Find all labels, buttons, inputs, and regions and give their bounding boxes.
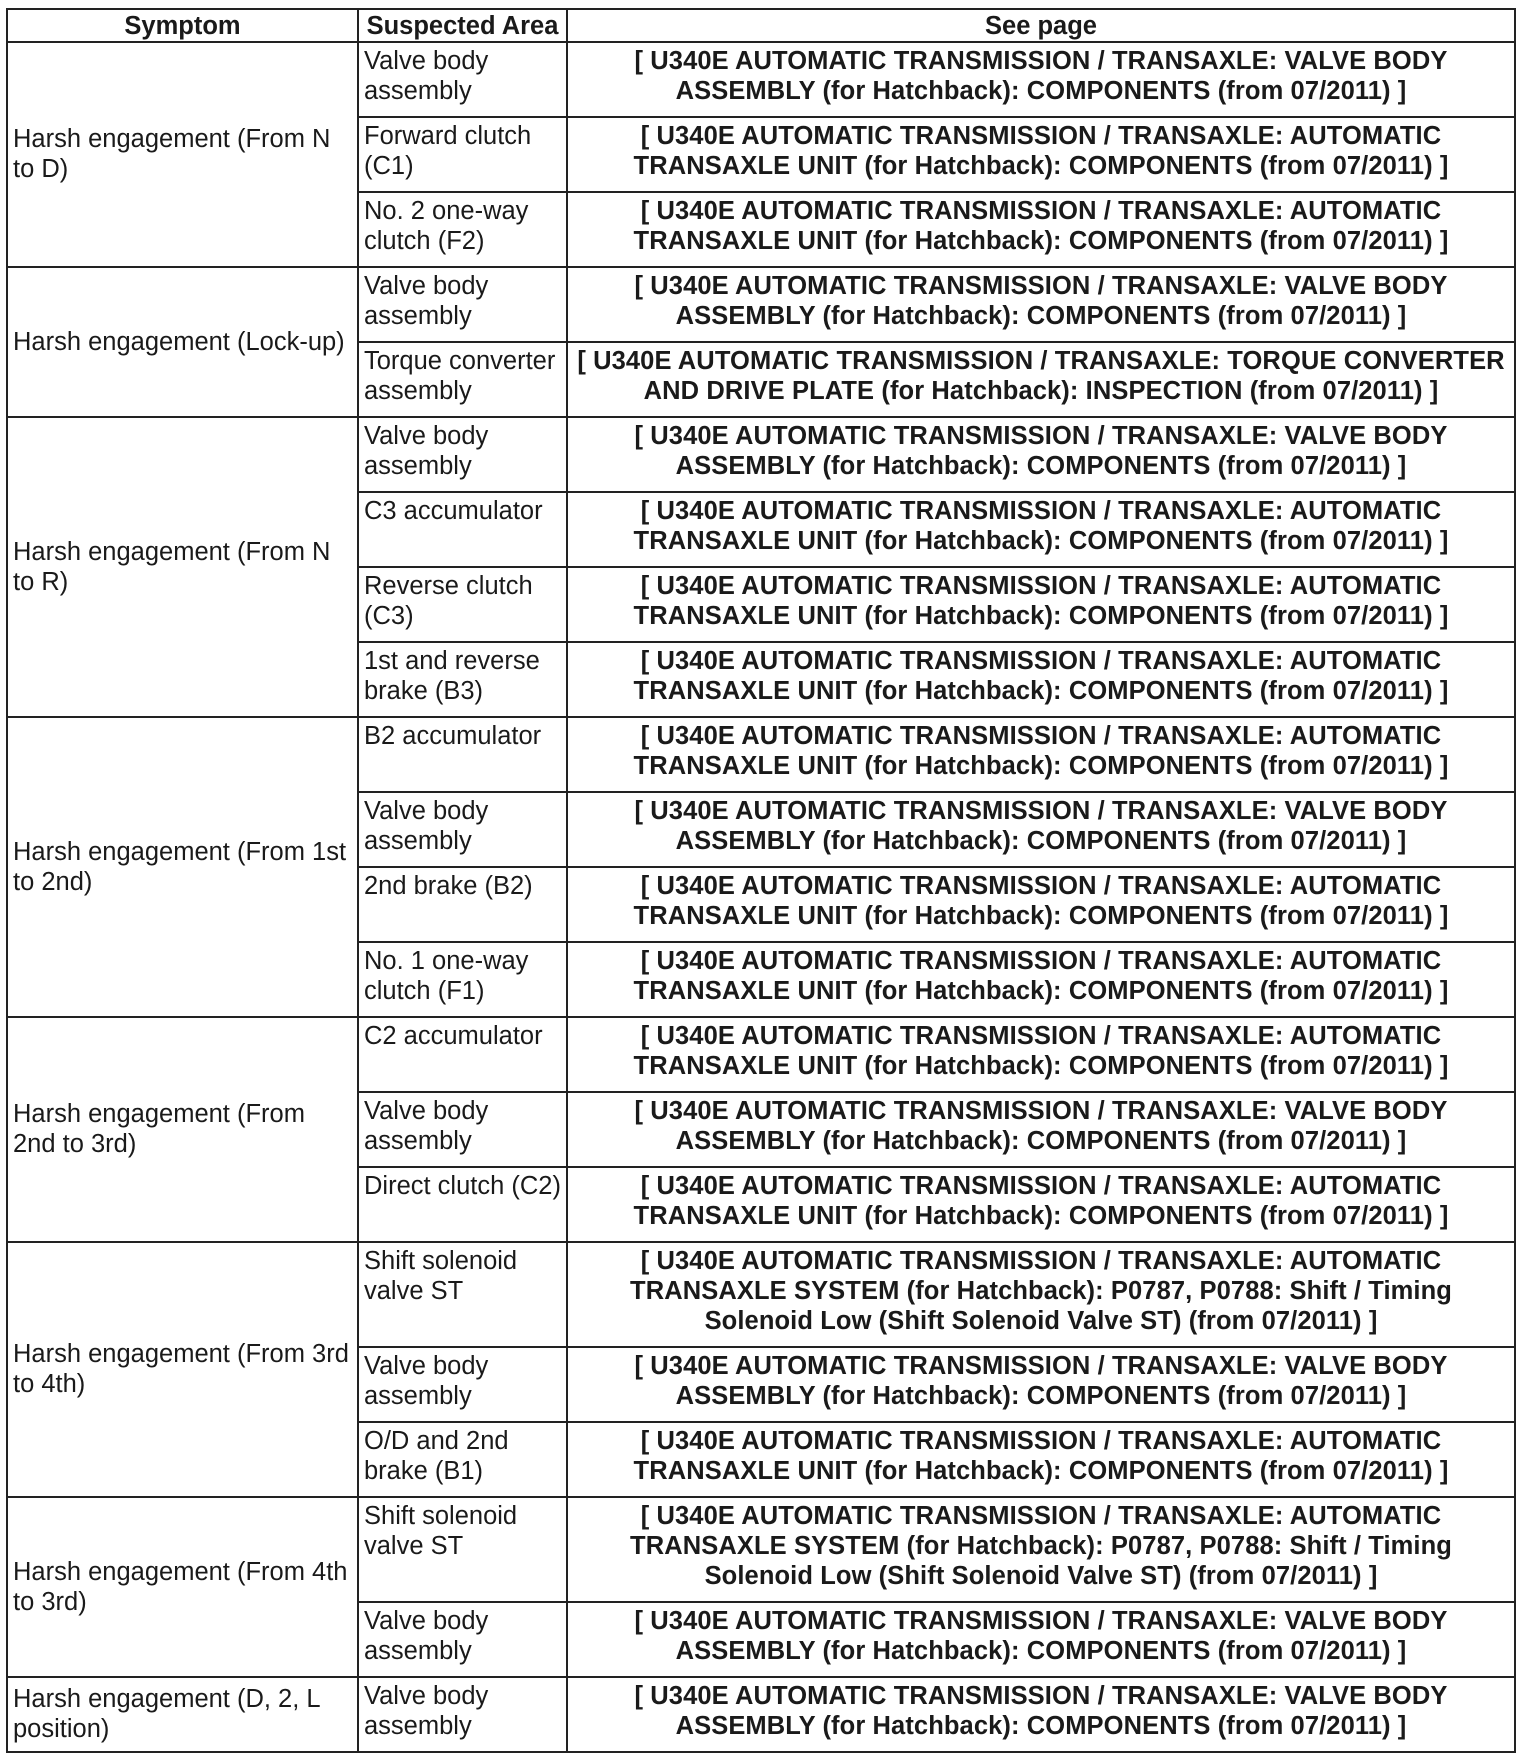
- symptom-cell: Harsh engagement (From 1st to 2nd): [7, 717, 358, 1017]
- table-row: [7, 717, 1515, 792]
- suspected-area-cell: No. 2 one-way clutch (F2): [358, 192, 567, 267]
- suspected-area-cell: Valve body assembly: [358, 1092, 567, 1167]
- header-row: [7, 9, 1515, 42]
- suspected-area-cell: Direct clutch (C2): [358, 1167, 567, 1242]
- suspected-area-cell: Shift solenoid valve ST: [358, 1242, 567, 1347]
- symptom-cell: Harsh engagement (From N to R): [7, 417, 358, 717]
- suspected-area-cell: Valve body assembly: [358, 267, 567, 342]
- see-page-link[interactable]: [ U340E AUTOMATIC TRANSMISSION / TRANSAXLE: AUTOMATIC TRANSAXLE SYSTEM (for Hatchback): P0787, P0788: Shift / Timing Solenoid Low (Shift Solenoid Valve ST) (from 07/2011) ]: [567, 1242, 1515, 1347]
- suspected-area-cell: Valve body assembly: [358, 417, 567, 492]
- symptom-cell: Harsh engagement (Lock-up): [7, 267, 358, 417]
- suspected-area-cell: Reverse clutch (C3): [358, 567, 567, 642]
- see-page-link[interactable]: [ U340E AUTOMATIC TRANSMISSION / TRANSAXLE: VALVE BODY ASSEMBLY (for Hatchback): COMPONENTS (from 07/2011) ]: [567, 1677, 1515, 1752]
- symptom-cell: Harsh engagement (From 2nd to 3rd): [7, 1017, 358, 1242]
- symptom-cell: Harsh engagement (From 4th to 3rd): [7, 1497, 358, 1677]
- suspected-area-cell: Valve body assembly: [358, 1347, 567, 1422]
- table-row: [7, 1242, 1515, 1347]
- suspected-area-cell: Valve body assembly: [358, 792, 567, 867]
- see-page-link[interactable]: [ U340E AUTOMATIC TRANSMISSION / TRANSAXLE: AUTOMATIC TRANSAXLE UNIT (for Hatchback): COMPONENTS (from 07/2011) ]: [567, 1422, 1515, 1497]
- suspected-area-cell: No. 1 one-way clutch (F1): [358, 942, 567, 1017]
- suspected-area-cell: Shift solenoid valve ST: [358, 1497, 567, 1602]
- see-page-link[interactable]: [ U340E AUTOMATIC TRANSMISSION / TRANSAXLE: AUTOMATIC TRANSAXLE UNIT (for Hatchback): COMPONENTS (from 07/2011) ]: [567, 567, 1515, 642]
- see-page-link[interactable]: [ U340E AUTOMATIC TRANSMISSION / TRANSAXLE: AUTOMATIC TRANSAXLE UNIT (for Hatchback): COMPONENTS (from 07/2011) ]: [567, 717, 1515, 792]
- suspected-area-cell: C2 accumulator: [358, 1017, 567, 1092]
- see-page-link[interactable]: [ U340E AUTOMATIC TRANSMISSION / TRANSAXLE: VALVE BODY ASSEMBLY (for Hatchback): COMPONENTS (from 07/2011) ]: [567, 792, 1515, 867]
- table-row: [7, 1017, 1515, 1092]
- see-page-link[interactable]: [ U340E AUTOMATIC TRANSMISSION / TRANSAXLE: VALVE BODY ASSEMBLY (for Hatchback): COMPONENTS (from 07/2011) ]: [567, 267, 1515, 342]
- symptom-cell: Harsh engagement (From 3rd to 4th): [7, 1242, 358, 1497]
- see-page-link[interactable]: [ U340E AUTOMATIC TRANSMISSION / TRANSAXLE: VALVE BODY ASSEMBLY (for Hatchback): COMPONENTS (from 07/2011) ]: [567, 1602, 1515, 1677]
- see-page-link[interactable]: [ U340E AUTOMATIC TRANSMISSION / TRANSAXLE: VALVE BODY ASSEMBLY (for Hatchback): COMPONENTS (from 07/2011) ]: [567, 417, 1515, 492]
- suspected-area-cell: Forward clutch (C1): [358, 117, 567, 192]
- table-row: [7, 1497, 1515, 1602]
- see-page-link[interactable]: [ U340E AUTOMATIC TRANSMISSION / TRANSAXLE: TORQUE CONVERTER AND DRIVE PLATE (for Hatchback): INSPECTION (from 07/2011) ]: [567, 342, 1515, 417]
- see-page-link[interactable]: [ U340E AUTOMATIC TRANSMISSION / TRANSAXLE: AUTOMATIC TRANSAXLE UNIT (for Hatchback): COMPONENTS (from 07/2011) ]: [567, 1017, 1515, 1092]
- header-suspected-area: Suspected Area: [358, 9, 567, 42]
- see-page-link[interactable]: [ U340E AUTOMATIC TRANSMISSION / TRANSAXLE: VALVE BODY ASSEMBLY (for Hatchback): COMPONENTS (from 07/2011) ]: [567, 1092, 1515, 1167]
- see-page-link[interactable]: [ U340E AUTOMATIC TRANSMISSION / TRANSAXLE: AUTOMATIC TRANSAXLE UNIT (for Hatchback): COMPONENTS (from 07/2011) ]: [567, 117, 1515, 192]
- see-page-link[interactable]: [ U340E AUTOMATIC TRANSMISSION / TRANSAXLE: AUTOMATIC TRANSAXLE UNIT (for Hatchback): COMPONENTS (from 07/2011) ]: [567, 1167, 1515, 1242]
- symptom-cell: Harsh engagement (From N to D): [7, 42, 358, 267]
- table-row: [7, 1677, 1515, 1752]
- table-row: [7, 42, 1515, 117]
- suspected-area-cell: 1st and reverse brake (B3): [358, 642, 567, 717]
- see-page-link[interactable]: [ U340E AUTOMATIC TRANSMISSION / TRANSAXLE: AUTOMATIC TRANSAXLE SYSTEM (for Hatchback): P0787, P0788: Shift / Timing Solenoid Low (Shift Solenoid Valve ST) (from 07/2011) ]: [567, 1497, 1515, 1602]
- see-page-link[interactable]: [ U340E AUTOMATIC TRANSMISSION / TRANSAXLE: AUTOMATIC TRANSAXLE UNIT (for Hatchback): COMPONENTS (from 07/2011) ]: [567, 192, 1515, 267]
- header-symptom: Symptom: [7, 9, 358, 42]
- suspected-area-cell: Torque converter assembly: [358, 342, 567, 417]
- suspected-area-cell: O/D and 2nd brake (B1): [358, 1422, 567, 1497]
- see-page-link[interactable]: [ U340E AUTOMATIC TRANSMISSION / TRANSAXLE: VALVE BODY ASSEMBLY (for Hatchback): COMPONENTS (from 07/2011) ]: [567, 42, 1515, 117]
- see-page-link[interactable]: [ U340E AUTOMATIC TRANSMISSION / TRANSAXLE: VALVE BODY ASSEMBLY (for Hatchback): COMPONENTS (from 07/2011) ]: [567, 1347, 1515, 1422]
- suspected-area-cell: Valve body assembly: [358, 1602, 567, 1677]
- header-see-page: See page: [567, 9, 1515, 42]
- suspected-area-cell: C3 accumulator: [358, 492, 567, 567]
- suspected-area-cell: 2nd brake (B2): [358, 867, 567, 942]
- see-page-link[interactable]: [ U340E AUTOMATIC TRANSMISSION / TRANSAXLE: AUTOMATIC TRANSAXLE UNIT (for Hatchback): COMPONENTS (from 07/2011) ]: [567, 867, 1515, 942]
- see-page-link[interactable]: [ U340E AUTOMATIC TRANSMISSION / TRANSAXLE: AUTOMATIC TRANSAXLE UNIT (for Hatchback): COMPONENTS (from 07/2011) ]: [567, 942, 1515, 1017]
- see-page-link[interactable]: [ U340E AUTOMATIC TRANSMISSION / TRANSAXLE: AUTOMATIC TRANSAXLE UNIT (for Hatchback): COMPONENTS (from 07/2011) ]: [567, 642, 1515, 717]
- suspected-area-cell: Valve body assembly: [358, 1677, 567, 1752]
- problem-symptoms-table: [6, 8, 1516, 1753]
- suspected-area-cell: Valve body assembly: [358, 42, 567, 117]
- table-row: [7, 417, 1515, 492]
- table-row: [7, 267, 1515, 342]
- troubleshooting-table-container: [6, 8, 1516, 1753]
- suspected-area-cell: B2 accumulator: [358, 717, 567, 792]
- symptom-cell: Harsh engagement (D, 2, L position): [7, 1677, 358, 1752]
- see-page-link[interactable]: [ U340E AUTOMATIC TRANSMISSION / TRANSAXLE: AUTOMATIC TRANSAXLE UNIT (for Hatchback): COMPONENTS (from 07/2011) ]: [567, 492, 1515, 567]
